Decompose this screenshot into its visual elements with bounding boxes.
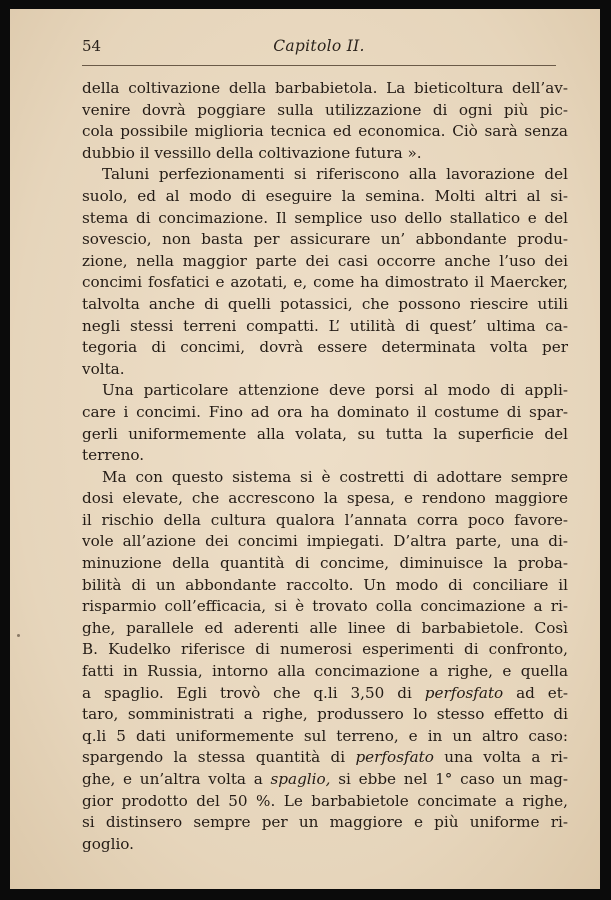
text-line: tegoria di concimi, dovrà essere determinata volta per — [82, 338, 568, 357]
body-text — [82, 78, 568, 855]
text-line: talvolta anche di quelli potassici, che possono riescire utili — [82, 294, 568, 313]
text-line: taro, somministrati a righe, produssero lo stesso effetto di — [82, 705, 568, 724]
text-line: stema di concimazione. Il semplice uso dello stallatico e del — [82, 208, 568, 227]
text-line: risparmio coll’efficacia, si è trovato colla concimazione a ri- — [82, 597, 568, 616]
text-line: bilità di un abbondante raccolto. Un modo di conciliare il — [82, 575, 568, 594]
italic-term: spaglio, — [270, 770, 331, 788]
text-line: Taluni perfezionamenti si riferiscono alla lavorazione del — [102, 165, 568, 184]
page-number: 54 — [82, 37, 102, 55]
text-line: vole all’azione dei concimi impiegati. D’altra parte, una di- — [82, 532, 568, 551]
text-line: terreno. — [82, 446, 145, 465]
text-line: concimi fosfatici e azotati, e, come ha dimostrato il Maercker, — [82, 273, 568, 292]
text-line: il rischio della cultura qualora l’annata corra poco favore- — [82, 510, 568, 529]
page-header — [82, 37, 556, 66]
text-line: gior prodotto del 50 %. Le barbabietole concimate a righe, — [82, 791, 568, 810]
text-line: gerli uniformemente alla volata, su tutta la superficie del — [82, 424, 568, 443]
text-line: cola possibile miglioria tecnica ed economica. Ciò sarà senza — [82, 122, 568, 141]
text-run: una volta a ri- — [433, 748, 568, 767]
text-line — [82, 769, 568, 791]
text-line: goglio. — [82, 834, 135, 853]
text-line: venire dovrà poggiare sulla utilizzazione di ogni più pic- — [82, 100, 568, 119]
text-line: Ma con questo sistema si è costretti di adottare sempre — [102, 467, 568, 486]
text-line: care i concimi. Fino ad ora ha dominato il costume di spar- — [82, 402, 568, 421]
text-line: minuzione della quantità di concime, diminuisce la proba- — [82, 554, 568, 573]
text-line: sovescio, non basta per assicurare un’ abbondante produ- — [82, 230, 568, 249]
italic-term: perfosfato — [355, 748, 434, 767]
text-run: a spaglio. Egli trovò che q.li 3,50 di — [82, 683, 425, 702]
text-line: B. Kudelko riferisce di numerosi esperimenti di confronto, — [82, 640, 568, 659]
book-page — [10, 9, 600, 889]
text-line: zione, nella maggior parte dei casi occorre anche l’uso dei — [82, 251, 568, 270]
text-line: fatti in Russia, intorno alla concimazione a righe, e quella — [82, 662, 568, 681]
text-line: suolo, ed al modo di eseguire la semina. Molti altri al si- — [82, 186, 568, 205]
text-run: ghe, e un’altra volta a — [82, 770, 271, 788]
italic-term: perfosfato — [424, 683, 504, 702]
text-line: della coltivazione della barbabietola. La bieticoltura dell’av- — [82, 79, 568, 97]
text-run: si ebbe nel 1° caso un mag- — [330, 770, 568, 788]
text-run: spargendo la stessa quantità di — [82, 748, 356, 767]
paper-spot — [17, 634, 20, 637]
text-line: dosi elevate, che accrescono la spesa, e rendono maggiore — [82, 489, 568, 508]
text-line — [82, 683, 568, 705]
text-line: volta. — [82, 359, 125, 378]
text-line: dubbio il vessillo della coltivazione futura ». — [82, 143, 422, 162]
text-line — [82, 747, 568, 769]
text-line: q.li 5 dati uniformemente sul terreno, e in un altro caso: — [82, 726, 568, 745]
text-line: Una particolare attenzione deve porsi al modo di appli- — [102, 381, 568, 400]
text-run: ad et- — [503, 683, 568, 702]
text-line: si distinsero sempre per un maggiore e più uniforme ri- — [82, 813, 568, 832]
text-line: ghe, parallele ed aderenti alle linee di barbabietole. Così — [82, 618, 568, 637]
text-line: negli stessi terreni compatti. L’ utilità di quest’ ultima ca- — [82, 316, 568, 335]
chapter-title: Capitolo II. — [273, 37, 365, 55]
